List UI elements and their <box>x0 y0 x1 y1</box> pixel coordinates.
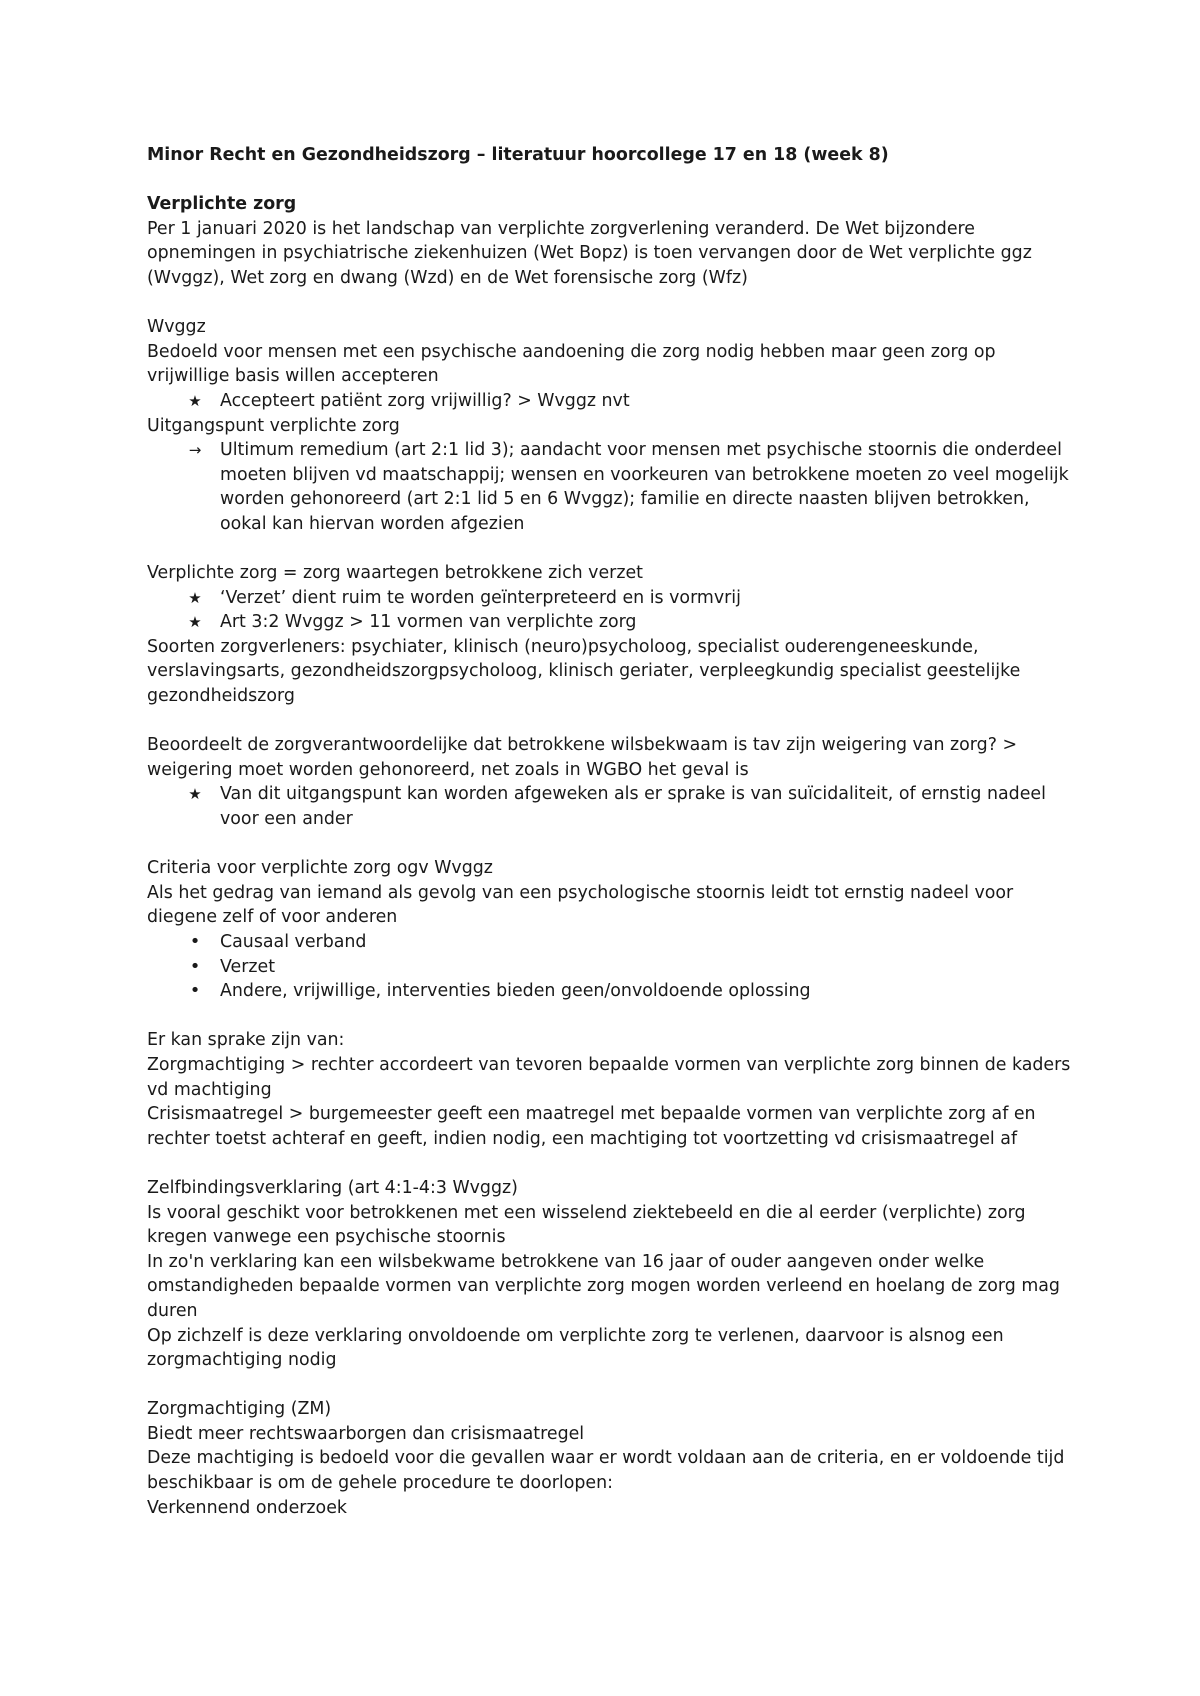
section-heading-verplichte-zorg: Verplichte zorg <box>147 194 297 215</box>
paragraph: Crisismaatregel > burgemeester geeft een maatregel met bepaalde vormen van verplichte zorg af en rechter toetst achteraf en geeft, indien nodig, een machtiging tot voortzetting vd crisismaatregel af <box>147 1104 1036 1149</box>
subheading-zorgmachtiging: Zorgmachtiging (ZM) <box>147 1399 332 1420</box>
paragraph: Is vooral geschikt voor betrokkenen met een wisselend ziektebeeld en die al eerder (verplichte) zorg kregen vanwege een psychische stoornis <box>147 1202 1026 1248</box>
paragraph: Beoordeelt de zorgverantwoordelijke dat betrokkene wilsbekwaam is tav zijn weigering van zorg? > weigering moet worden gehonoreerd, net zoals in WGBO het geval is <box>147 735 1018 780</box>
paragraph: In zo'n verklaring kan een wilsbekwame betrokkene van 16 jaar of ouder aangeven onder welke omstandigheden bepaalde vormen van verplichte zorg mogen worden verleend en hoelang de zorg mag duren <box>147 1251 1060 1321</box>
list-item: • Verzet <box>147 955 1077 980</box>
dot-bullet-icon: • <box>189 931 201 952</box>
star-bullet-icon: ★ <box>188 588 202 607</box>
star-bullet-icon: ★ <box>188 785 202 804</box>
bullet-list <box>147 930 1077 1004</box>
paragraph: Per 1 januari 2020 is het landschap van verplichte zorgverlening veranderd. De Wet bijzondere opnemingen in psychiatrische ziekenhuizen (Wet Bopz) is toen vervangen door de Wet verplichte ggz (Wvggz), Wet zorg en dwang (Wzd) en de Wet forensische zorg (Wfz) <box>147 218 1032 288</box>
star-bullet-icon: ★ <box>188 391 202 410</box>
paragraph: Uitgangspunt verplichte zorg <box>147 415 400 436</box>
paragraph: Deze machtiging is bedoeld voor die gevallen waar er wordt voldaan aan de criteria, en er voldoende tijd beschikbaar is om de gehele procedure te doorlopen: <box>147 1448 1065 1494</box>
star-list <box>147 389 1077 414</box>
list-item: ★ ‘Verzet’ dient ruim te worden geïnterpreteerd en is vormvrij <box>147 586 1077 611</box>
dot-bullet-icon: • <box>189 980 201 1002</box>
paragraph: Soorten zorgverleners: psychiater, klinisch (neuro)psycholoog, specialist ouderengeneeskunde, verslavingsarts, gezondheidszorgpsycholoog, klinisch geriater, verpleegkundig specialist geestelijke gezondheidszorg <box>147 636 1021 707</box>
list-item: • Andere, vrijwillige, interventies bieden geen/onvoldoende oplossing <box>147 979 1077 1004</box>
document-body <box>147 143 1077 1520</box>
list-item: → Ultimum remedium (art 2:1 lid 3); aandacht voor mensen met psychische stoornis die onderdeel moeten blijven vd maatschappij; wensen en voorkeuren van betrokkene moeten zo veel mogelijk worden gehonoreerd (art 2:1 lid 5 en 6 Wvggz); familie en directe naasten blijven betrokken, ookal kan hiervan worden afgezien <box>147 438 1077 536</box>
paragraph: Verplichte zorg = zorg waartegen betrokkene zich verzet <box>147 563 643 584</box>
list-item: ★ Art 3:2 Wvggz > 11 vormen van verplichte zorg <box>147 610 1077 635</box>
paragraph: Zorgmachtiging > rechter accordeert van tevoren bepaalde vormen van verplichte zorg binnen de kaders vd machtiging <box>147 1054 1071 1100</box>
paragraph: Bedoeld voor mensen met een psychische aandoening die zorg nodig hebben maar geen zorg op vrijwillige basis willen accepteren <box>147 341 996 387</box>
arrow-bullet-icon: → <box>188 441 202 460</box>
subheading-zelfbindingsverklaring: Zelfbindingsverklaring (art 4:1-4:3 Wvggz) <box>147 1177 518 1198</box>
paragraph: Als het gedrag van iemand als gevolg van een psychologische stoornis leidt tot ernstig nadeel voor diegene zelf of voor anderen <box>147 882 1014 928</box>
dot-bullet-icon: • <box>189 955 201 977</box>
star-list <box>147 586 1077 635</box>
subheading-wvggz: Wvggz <box>147 317 206 338</box>
paragraph: Op zichzelf is deze verklaring onvoldoende om verplichte zorg te verlenen, daarvoor is alsnog een zorgmachtiging nodig <box>147 1325 1004 1371</box>
arrow-list <box>147 438 1077 536</box>
list-item: ★ Van dit uitgangspunt kan worden afgeweken als er sprake is van suïcidaliteit, of ernstig nadeel voor een ander <box>147 782 1077 831</box>
star-bullet-icon: ★ <box>188 613 202 632</box>
document-title: Minor Recht en Gezondheidszorg – literatuur hoorcollege 17 en 18 (week 8) <box>147 145 889 165</box>
list-item: • Causaal verband <box>147 930 1077 955</box>
paragraph: Biedt meer rechtswaarborgen dan crisismaatregel <box>147 1423 585 1444</box>
list-item: ★ Accepteert patiënt zorg vrijwillig? > Wvggz nvt <box>147 389 1077 414</box>
star-list <box>147 782 1077 831</box>
subheading-criteria: Criteria voor verplichte zorg ogv Wvggz <box>147 858 493 879</box>
paragraph: Er kan sprake zijn van: <box>147 1030 345 1051</box>
paragraph: Verkennend onderzoek <box>147 1497 347 1518</box>
